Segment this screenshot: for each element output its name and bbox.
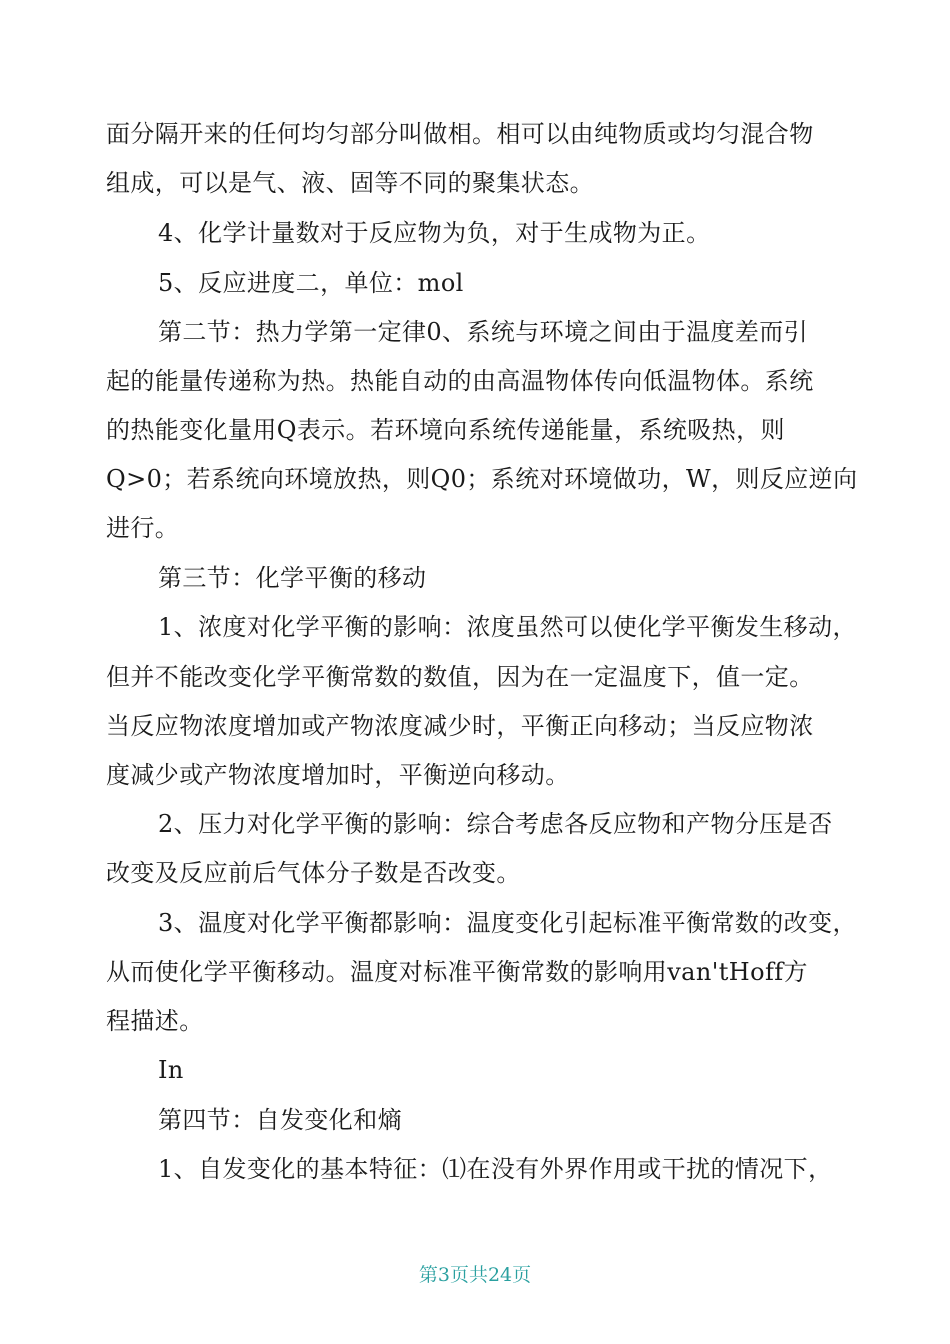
list-item: 3、温度对化学平衡都影响：温度变化引起标准平衡常数的改变，: [158, 909, 857, 937]
text-line: 改变及反应前后气体分子数是否改变。: [106, 859, 521, 887]
text-line: Q>0；若系统向环境放热，则Q0；系统对环境做功，W，则反应逆向: [106, 465, 858, 493]
section-heading: 第四节：自发变化和熵: [158, 1106, 402, 1134]
list-item: 1、自发变化的基本特征：⑴在没有外界作用或干扰的情况下，: [158, 1155, 833, 1183]
text-line: 起的能量传递称为热。热能自动的由高温物体传向低温物体。系统: [106, 367, 814, 395]
text-line: In: [158, 1056, 184, 1084]
text-line: 程描述。: [106, 1007, 204, 1035]
list-item: 4、化学计量数对于反应物为负，对于生成物为正。: [158, 219, 711, 247]
text-line: 当反应物浓度增加或产物浓度减少时，平衡正向移动；当反应物浓: [106, 712, 814, 740]
text-line: 组成，可以是气、液、固等不同的聚集状态。: [106, 169, 594, 197]
page-number: 第3页共24页: [418, 1264, 532, 1286]
list-item: 2、压力对化学平衡的影响：综合考虑各反应物和产物分压是否: [158, 810, 833, 838]
section-heading: 第三节：化学平衡的移动: [158, 564, 427, 592]
text-line: 进行。: [106, 514, 180, 542]
section-heading: 第二节：热力学第一定律0、系统与环境之间由于温度差而引: [158, 318, 809, 346]
list-item: 5、反应进度二，单位：mol: [158, 269, 464, 297]
text-line: 从而使化学平衡移动。温度对标准平衡常数的影响用van'tHoff方: [106, 958, 808, 986]
text-line: 的热能变化量用Q表示。若环境向系统传递能量，系统吸热，则: [106, 416, 785, 444]
text-line: 但并不能改变化学平衡常数的数值，因为在一定温度下，值一定。: [106, 663, 814, 691]
text-line: 度减少或产物浓度增加时，平衡逆向移动。: [106, 761, 570, 789]
list-item: 1、浓度对化学平衡的影响：浓度虽然可以使化学平衡发生移动，: [158, 613, 857, 641]
text-line: 面分隔开来的任何均匀部分叫做相。相可以由纯物质或均匀混合物: [106, 120, 814, 148]
